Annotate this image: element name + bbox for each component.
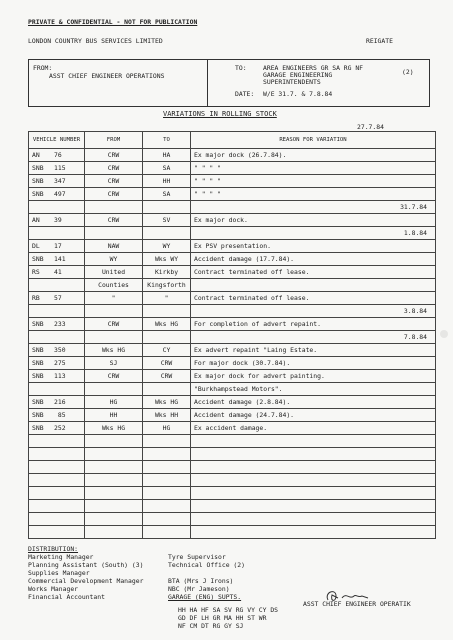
cell-vehicle xyxy=(29,240,85,253)
cell-empty xyxy=(143,474,191,487)
cell-from xyxy=(85,383,143,396)
distribution-item: BTA (Mrs J Irons) xyxy=(168,577,234,585)
blank-row xyxy=(29,461,436,474)
cell-empty xyxy=(143,227,191,240)
cell-empty xyxy=(143,513,191,526)
cell-empty xyxy=(85,487,143,500)
blank-row xyxy=(29,448,436,461)
header-from: FROM xyxy=(85,132,143,149)
vehicle-number: 141 xyxy=(54,255,66,263)
to-line-2: GARAGE ENGINEERING xyxy=(263,71,333,79)
vehicle-number: 252 xyxy=(54,424,66,432)
cell-empty xyxy=(191,487,436,500)
cell-reason: Accident damage (24.7.84). xyxy=(191,409,436,422)
cell-empty xyxy=(29,331,85,344)
table-body xyxy=(29,149,436,539)
garage-code-line: HH HA HF SA SV RG VY CY DS xyxy=(178,606,279,614)
vehicle-class: SNB xyxy=(32,346,44,354)
cell-empty xyxy=(85,305,143,318)
cell-vehicle xyxy=(29,396,85,409)
cell-to: SA xyxy=(143,188,191,201)
cell-to: HA xyxy=(143,149,191,162)
cell-to: CY xyxy=(143,344,191,357)
vehicle-class: AN xyxy=(32,216,40,224)
table-row xyxy=(29,266,436,279)
vehicle-class: AN xyxy=(32,151,40,159)
memo-header-divider xyxy=(207,60,208,106)
cell-reason: For completion of advert repaint. xyxy=(191,318,436,331)
cell-vehicle xyxy=(29,422,85,435)
cell-empty xyxy=(143,500,191,513)
cell-vehicle xyxy=(29,253,85,266)
cell-vehicle xyxy=(29,266,85,279)
cell-to: Kingsforth xyxy=(143,279,191,292)
cell-to: SV xyxy=(143,214,191,227)
table-row xyxy=(29,240,436,253)
cell-vehicle xyxy=(29,292,85,305)
vehicle-number: 347 xyxy=(54,177,66,185)
vehicle-number: 216 xyxy=(54,398,66,406)
cell-empty xyxy=(143,526,191,539)
vehicle-class: SNB xyxy=(32,164,44,172)
cell-empty xyxy=(143,331,191,344)
table-row xyxy=(29,149,436,162)
cell-vehicle xyxy=(29,357,85,370)
table-row xyxy=(29,318,436,331)
cell-from: HG xyxy=(85,396,143,409)
confidential-notice: PRIVATE & CONFIDENTIAL - NOT FOR PUBLICATION xyxy=(28,18,198,26)
distribution-item: Planning Assistant (South) (3) xyxy=(28,561,144,569)
vehicle-number: 41 xyxy=(54,268,62,276)
table-row xyxy=(29,396,436,409)
signature-title: ASST CHIEF ENGINEER OPERATIK xyxy=(303,600,411,608)
cell-vehicle xyxy=(29,162,85,175)
cell-to: HG xyxy=(143,422,191,435)
cell-empty xyxy=(143,201,191,214)
cell-empty xyxy=(191,526,436,539)
blank-row xyxy=(29,500,436,513)
table-row xyxy=(29,175,436,188)
table-row xyxy=(29,162,436,175)
vehicle-number: 113 xyxy=(54,372,66,380)
vehicle-number: 85 xyxy=(57,411,66,419)
cell-reason xyxy=(191,279,436,292)
cell-empty xyxy=(85,201,143,214)
date-row xyxy=(29,227,436,240)
distribution-item: Financial Accountant xyxy=(28,593,105,601)
cell-empty xyxy=(85,461,143,474)
cell-reason: " " " " xyxy=(191,175,436,188)
distribution-item: GARAGE (ENG) SUPTS. xyxy=(168,593,242,601)
cell-from: Counties xyxy=(85,279,143,292)
table-row xyxy=(29,344,436,357)
cell-date: 7.8.84 xyxy=(191,331,436,344)
table-bottom-line xyxy=(28,538,435,539)
cell-date: 1.8.84 xyxy=(191,227,436,240)
table-row xyxy=(29,253,436,266)
cell-to: Wks WY xyxy=(143,253,191,266)
cell-from: Wks HG xyxy=(85,344,143,357)
vehicle-class: RB xyxy=(32,294,40,302)
header-to: TO xyxy=(143,132,191,149)
cell-empty xyxy=(85,227,143,240)
cell-reason: Contract terminated off lease. xyxy=(191,292,436,305)
distribution-left-list xyxy=(28,553,143,601)
to-line-1: AREA ENGINEERS GR SA RG NF xyxy=(263,64,364,72)
vehicle-class: SNB xyxy=(32,320,44,328)
document-title: VARIATIONS IN ROLLING STOCK xyxy=(163,110,277,118)
table-row xyxy=(29,188,436,201)
distribution-item: Commercial Development Manager xyxy=(28,577,144,585)
cell-empty xyxy=(85,526,143,539)
top-date: 27.7.84 xyxy=(357,123,384,131)
cell-to: " xyxy=(143,292,191,305)
cell-from: WY xyxy=(85,253,143,266)
cell-from: CRW xyxy=(85,162,143,175)
cell-empty xyxy=(29,305,85,318)
cell-empty xyxy=(29,526,85,539)
table-row xyxy=(29,214,436,227)
cell-to: Kirkby xyxy=(143,266,191,279)
cell-empty xyxy=(29,201,85,214)
cell-from: CRW xyxy=(85,175,143,188)
cell-to: CRW xyxy=(143,357,191,370)
cell-reason: Ex accident damage. xyxy=(191,422,436,435)
cell-empty xyxy=(29,487,85,500)
date-row xyxy=(29,201,436,214)
cell-vehicle xyxy=(29,188,85,201)
vehicle-number: 275 xyxy=(54,359,66,367)
blank-row xyxy=(29,474,436,487)
cell-date: 31.7.84 xyxy=(191,201,436,214)
to-line-3: SUPERINTENDENTS xyxy=(263,78,321,86)
cell-to: Wks HH xyxy=(143,409,191,422)
vehicle-class: SNB xyxy=(32,255,44,263)
cell-empty xyxy=(85,435,143,448)
distribution-item: Works Manager xyxy=(28,585,79,593)
cell-reason: " " " " xyxy=(191,162,436,175)
garage-code-line: GD DF LH GR MA HH ST WR xyxy=(178,614,267,622)
cell-empty xyxy=(143,435,191,448)
cell-empty xyxy=(29,448,85,461)
cell-from: CRW xyxy=(85,318,143,331)
header-vehicle: VEHICLE NUMBER xyxy=(29,132,85,149)
vehicle-number: 233 xyxy=(54,320,66,328)
cell-reason: Ex advert repaint "Laing Estate. xyxy=(191,344,436,357)
table-row xyxy=(29,279,436,292)
cell-empty xyxy=(191,461,436,474)
vehicle-class: SNB xyxy=(32,177,44,185)
cell-empty xyxy=(29,227,85,240)
cell-empty xyxy=(143,487,191,500)
cell-from: CRW xyxy=(85,214,143,227)
cell-from: Wks HG xyxy=(85,422,143,435)
rolling-stock-table xyxy=(28,131,436,539)
cell-vehicle xyxy=(29,279,85,292)
table-header-row xyxy=(29,132,436,149)
cell-reason: Ex major dock for advert painting. xyxy=(191,370,436,383)
cell-reason: Ex major dock. xyxy=(191,214,436,227)
cell-empty xyxy=(29,513,85,526)
table-row xyxy=(29,409,436,422)
cell-from: CRW xyxy=(85,370,143,383)
cell-empty xyxy=(85,448,143,461)
blank-row xyxy=(29,487,436,500)
cell-empty xyxy=(191,500,436,513)
table-row xyxy=(29,292,436,305)
cell-from: SJ xyxy=(85,357,143,370)
date-label: DATE: xyxy=(235,90,255,98)
blank-row xyxy=(29,513,436,526)
vehicle-number: 350 xyxy=(54,346,66,354)
cell-to: CRW xyxy=(143,370,191,383)
vehicle-number: 497 xyxy=(54,190,66,198)
garage-codes xyxy=(178,606,278,630)
cell-reason: Ex PSV presentation. xyxy=(191,240,436,253)
cell-from: " xyxy=(85,292,143,305)
vehicle-class: DL xyxy=(32,242,40,250)
cell-vehicle xyxy=(29,409,85,422)
cell-empty xyxy=(143,305,191,318)
cell-empty xyxy=(85,474,143,487)
cell-empty xyxy=(191,448,436,461)
cell-to: Wks HG xyxy=(143,318,191,331)
cell-empty xyxy=(143,448,191,461)
vehicle-class: SNB xyxy=(32,398,44,406)
cell-vehicle xyxy=(29,214,85,227)
vehicle-class: SNB xyxy=(32,359,44,367)
distribution-item: Marketing Manager xyxy=(28,553,94,561)
cell-reason: Accident damage (2.8.84). xyxy=(191,396,436,409)
distribution-right-list xyxy=(168,553,245,601)
cell-vehicle xyxy=(29,344,85,357)
table-row xyxy=(29,370,436,383)
cell-reason: Ex major dock (26.7.84). xyxy=(191,149,436,162)
date-value: W/E 31.7. & 7.8.84 xyxy=(263,90,333,98)
cell-empty xyxy=(191,435,436,448)
from-label: FROM: xyxy=(33,64,53,72)
cell-empty xyxy=(143,461,191,474)
distribution-item: Supplies Manager xyxy=(28,569,90,577)
table-row xyxy=(29,383,436,396)
cell-empty xyxy=(191,474,436,487)
cell-date: 3.8.84 xyxy=(191,305,436,318)
blank-row xyxy=(29,435,436,448)
vehicle-number: 115 xyxy=(54,164,66,172)
cell-empty xyxy=(85,500,143,513)
vehicle-class: SNB xyxy=(32,190,44,198)
cell-to xyxy=(143,383,191,396)
cell-vehicle xyxy=(29,175,85,188)
vehicle-class: SNB xyxy=(32,372,44,380)
table-row xyxy=(29,422,436,435)
distribution-heading: DISTRIBUTION: xyxy=(28,545,79,553)
distribution-item: Tyre Supervisor xyxy=(168,553,226,561)
from-value: ASST CHIEF ENGINEER OPERATIONS xyxy=(49,72,165,80)
cell-empty xyxy=(191,513,436,526)
company-name: LONDON COUNTRY BUS SERVICES LIMITED xyxy=(28,37,163,45)
to-label: TO: xyxy=(235,64,247,72)
vehicle-class: RS xyxy=(32,268,40,276)
vehicle-class: SNB xyxy=(32,424,44,432)
vehicle-number: 39 xyxy=(54,216,62,224)
punch-hole-mark xyxy=(440,330,448,338)
copy-number: (2) xyxy=(402,68,414,76)
garage-code-line: NF CM DT RG GY SJ xyxy=(178,622,244,630)
cell-to: SA xyxy=(143,162,191,175)
cell-reason: Contract terminated off lease. xyxy=(191,266,436,279)
cell-vehicle xyxy=(29,318,85,331)
cell-empty xyxy=(85,513,143,526)
cell-reason: Accident damage (17.7.84). xyxy=(191,253,436,266)
vehicle-number: 57 xyxy=(54,294,62,302)
memo-header-box xyxy=(28,59,430,107)
cell-empty xyxy=(29,461,85,474)
vehicle-number: 76 xyxy=(54,151,62,159)
cell-from: United xyxy=(85,266,143,279)
cell-vehicle xyxy=(29,370,85,383)
cell-from: NAW xyxy=(85,240,143,253)
distribution-item: NBC (Mr Jameson) xyxy=(168,585,230,593)
cell-reason: "Burkhampstead Motors". xyxy=(191,383,436,396)
header-reason: REASON FOR VARIATION xyxy=(191,132,436,149)
cell-empty xyxy=(29,435,85,448)
cell-from: CRW xyxy=(85,188,143,201)
cell-from: HH xyxy=(85,409,143,422)
cell-from: CRW xyxy=(85,149,143,162)
cell-reason: " " " " xyxy=(191,188,436,201)
vehicle-class: SNB xyxy=(32,411,44,419)
vehicle-number: 17 xyxy=(54,242,62,250)
date-row xyxy=(29,305,436,318)
blank-row xyxy=(29,526,436,539)
cell-empty xyxy=(29,500,85,513)
date-row xyxy=(29,331,436,344)
cell-vehicle xyxy=(29,383,85,396)
cell-to: HH xyxy=(143,175,191,188)
cell-to: Wks HG xyxy=(143,396,191,409)
cell-empty xyxy=(85,331,143,344)
table-row xyxy=(29,357,436,370)
location: REIGATE xyxy=(366,37,393,45)
distribution-item: Technical Office (2) xyxy=(168,561,245,569)
distribution-item xyxy=(168,569,245,577)
cell-reason: For major dock (30.7.84). xyxy=(191,357,436,370)
cell-vehicle xyxy=(29,149,85,162)
cell-to: WY xyxy=(143,240,191,253)
cell-empty xyxy=(29,474,85,487)
